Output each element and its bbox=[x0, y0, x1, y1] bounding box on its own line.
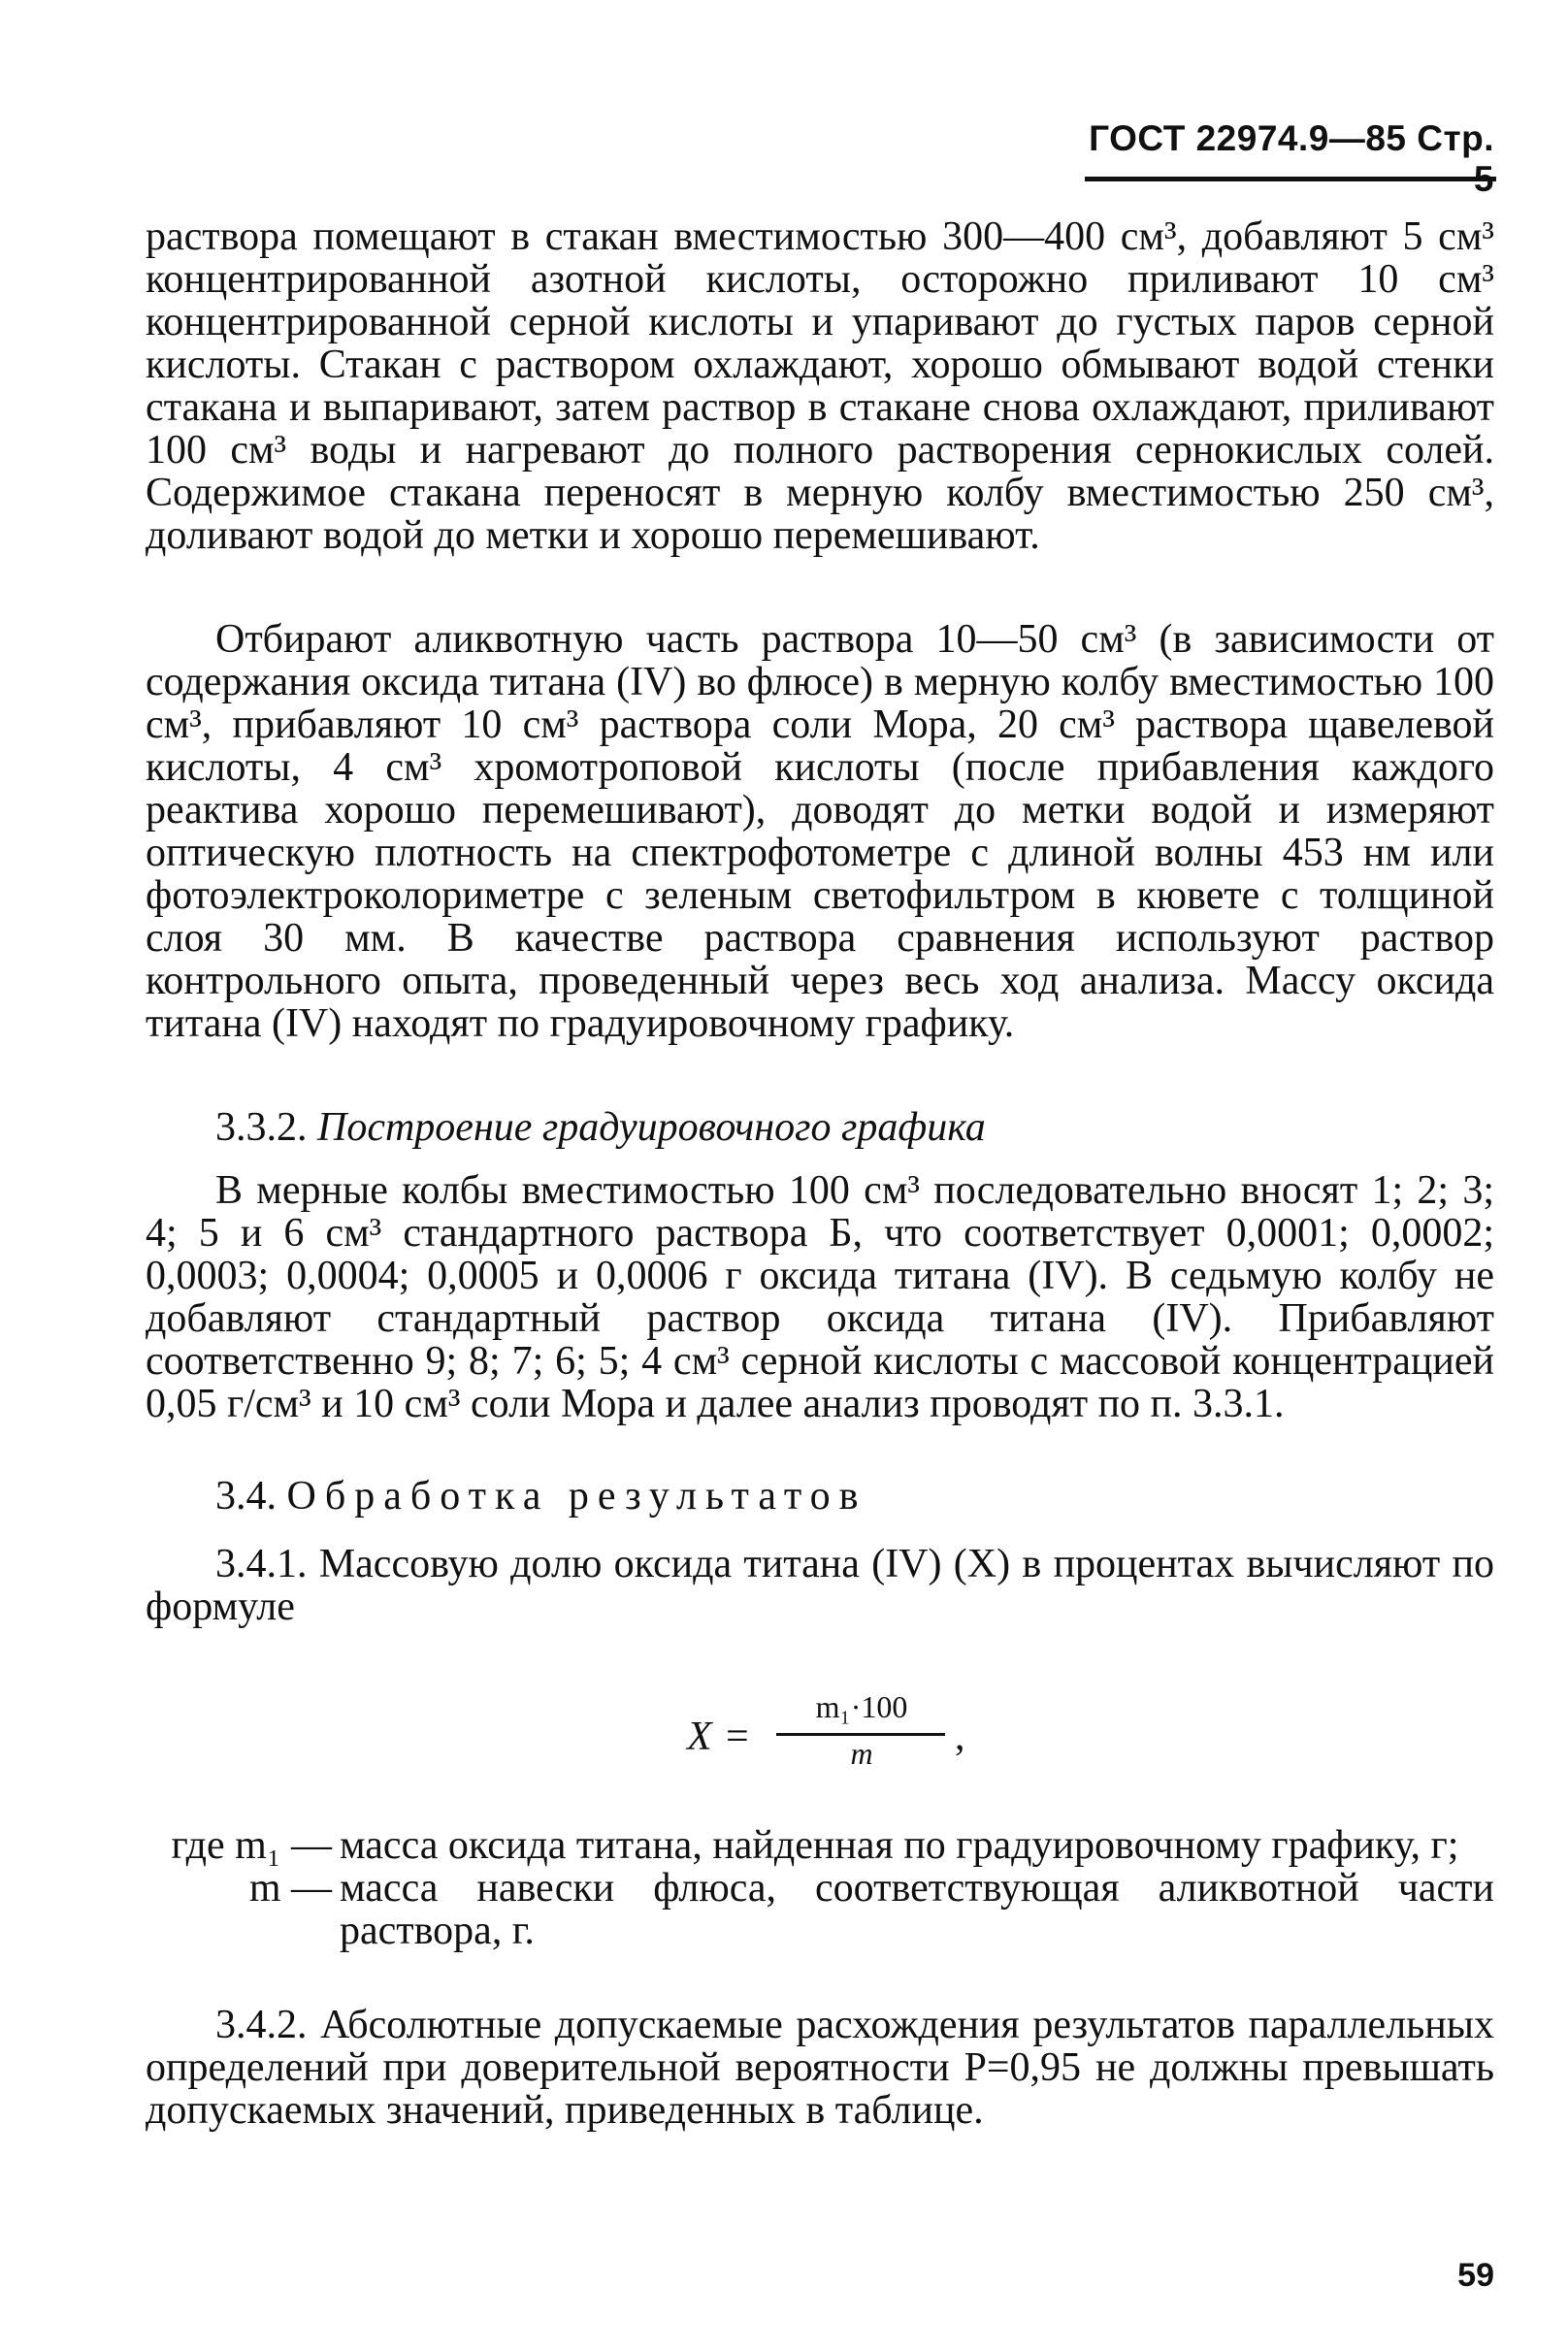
section-3-4-heading bbox=[215, 1475, 867, 1518]
paragraph-1 bbox=[146, 215, 1494, 557]
section-3-4-number: 3.4. bbox=[215, 1474, 277, 1519]
section-3-3-2-heading bbox=[215, 1106, 986, 1149]
definition-description: масса навески флюса, соответствующая аликвотной части раствора, г. bbox=[340, 1866, 1494, 1953]
formula-comma: , bbox=[955, 1715, 965, 1759]
formula-numerator: m₁·100 bbox=[815, 1689, 908, 1724]
paragraph-5-text: 3.4.2. Абсолютные допускаемые расхождения результатов параллельных определений при доверительной вероятности P=0,95 не должны превышать допускаемых значений, приведенных в таблице. bbox=[146, 2003, 1494, 2133]
paragraph-4 bbox=[146, 1543, 1494, 1628]
section-3-3-2-number: 3.3.2. bbox=[215, 1105, 308, 1150]
section-3-3-2-title: Построение градуировочного графика bbox=[317, 1105, 986, 1150]
formula-lhs: X bbox=[687, 1715, 712, 1759]
page-header: ГОСТ 22974.9—85 Стр. bbox=[1089, 118, 1494, 158]
paragraph-3 bbox=[146, 1169, 1494, 1425]
definition-row bbox=[146, 1867, 1494, 1952]
definitions-list bbox=[146, 1824, 1494, 1952]
definition-description: масса оксида титана, найденная по градуировочному графику, г; bbox=[340, 1823, 1459, 1868]
formula-equals: = bbox=[726, 1715, 749, 1759]
definition-term: m — bbox=[248, 1866, 332, 1911]
header-rule bbox=[1085, 177, 1496, 181]
definition-row bbox=[146, 1824, 1494, 1867]
section-3-4-title: Обработка результатов bbox=[286, 1474, 867, 1519]
paragraph-2-text: Отбирают аликвотную часть раствора 10—50 см³ (в зависимости от содержания оксида титана (IV) во флюсе) в мерную колбу вместимостью 100 см³, прибавляют 10 см³ раствора соли Мора, 20 см³ раствора щавелевой кислоты, 4 см³ хромотроповой кислоты (после прибавления каждого реактива хорошо перемешивают), доводят до метки водой и измеряют оптическую плотность на спектрофотометре с длиной волны 453 нм или фотоэлектроколориметре с зеленым светофильтром в кювете с толщиной слоя 30 мм. В качестве раствора сравнения используют раствор контрольного опыта, проведенный через весь ход анализа. Массу оксида титана (IV) находят по градуировочному графику. bbox=[146, 617, 1494, 1046]
paragraph-2 bbox=[146, 618, 1494, 1045]
page-number: 59 bbox=[1457, 2257, 1494, 2294]
paragraph-3-text: В мерные колбы вместимостью 100 см³ последовательно вносят 1; 2; 3; 4; 5 и 6 см³ стандартного раствора Б, что соответствует 0,0001; 0,0002; 0,0003; 0,0004; 0,0005 и 0,0006 г оксида титана (IV). В седьмую колбу не добавляют стандартный раствор оксида титана (IV). Прибавляют соответственно 9; 8; 7; 6; 5; 4 см³ серной кислоты с массовой концентрацией 0,05 г/см³ и 10 см³ соли Мора и далее анализ проводят по п. 3.3.1. bbox=[146, 1168, 1494, 1426]
paragraph-1-text: раствора помещают в стакан вместимостью 300—400 см³, добавляют 5 см³ концентрированной азотной кислоты, осторожно приливают 10 см³ концентрированной серной кислоты и упаривают до густых паров серной кислоты. Стакан с раствором охлаждают, хорошо обмывают водой стенки стакана и выпаривают, затем раствор в стакане снова охлаждают, приливают 100 см³ воды и нагревают до полного растворения сернокислых солей. Содержимое стакана переносят в мерную колбу вместимостью 250 см³, доливают водой до метки и хорошо перемешивают. bbox=[146, 214, 1494, 558]
definition-term: где m₁ — bbox=[171, 1823, 332, 1868]
formula bbox=[687, 1690, 968, 1778]
paragraph-4-text: 3.4.1. Массовую долю оксида титана (IV) (X) в процентах вычисляют по формуле bbox=[146, 1542, 1494, 1629]
paragraph-5 bbox=[146, 2004, 1494, 2132]
formula-denominator: m bbox=[850, 1736, 873, 1771]
